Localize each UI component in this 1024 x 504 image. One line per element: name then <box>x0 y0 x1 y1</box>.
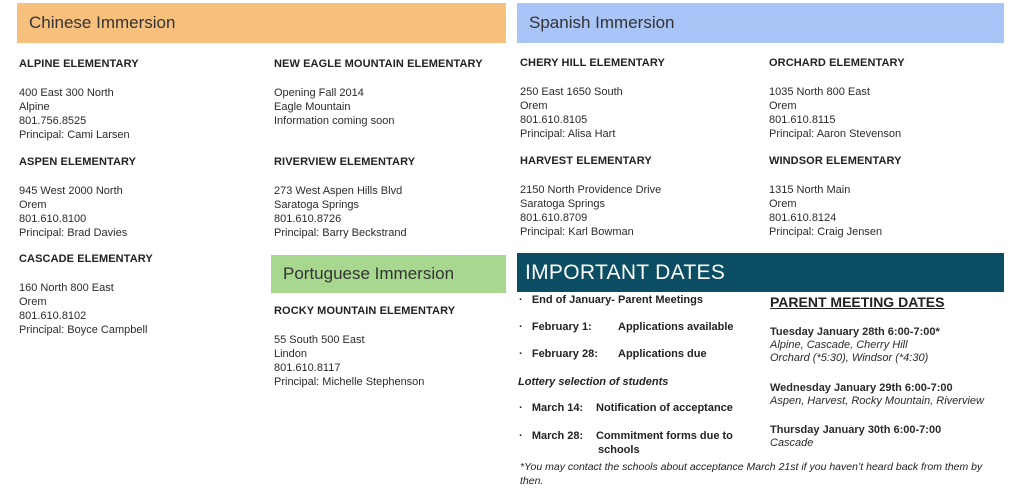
school-city: Eagle Mountain <box>274 101 351 113</box>
date-value-mar-28: Commitment forms due to <box>596 430 733 442</box>
school-city: Orem <box>769 198 797 210</box>
school-name: ALPINE ELEMENTARY <box>19 58 139 70</box>
date-label: February 28: <box>531 348 598 360</box>
school-city: Orem <box>19 296 47 308</box>
school-name: RIVERVIEW ELEMENTARY <box>274 156 416 168</box>
school-city: Orem <box>520 100 548 112</box>
meeting-schools: Cascade <box>770 437 814 449</box>
school-phone: 801.610.8100 <box>19 213 87 225</box>
school-phone: 801.610.8115 <box>769 114 836 126</box>
school-address: 945 West 2000 North <box>19 185 123 197</box>
school-name: ROCKY MOUNTAIN ELEMENTARY <box>274 305 456 317</box>
school-name: CHERY HILL ELEMENTARY <box>520 57 665 69</box>
portuguese-immersion-header: Portuguese Immersion <box>271 255 506 293</box>
date-value-feb-28: Applications due <box>618 348 707 360</box>
date-item-mar-14 <box>519 402 583 414</box>
bullet: · <box>519 348 523 360</box>
school-address: 55 South 500 East <box>274 334 365 346</box>
school-phone: 801.610.8124 <box>769 212 837 224</box>
date-label: March 28: <box>531 430 584 442</box>
school-address: 160 North 800 East <box>19 282 114 294</box>
school-address: 273 West Aspen Hills Blvd <box>274 185 403 197</box>
chinese-immersion-header: Chinese Immersion <box>17 3 506 43</box>
bullet: · <box>519 402 523 414</box>
school-address: 250 East 1650 South <box>520 86 623 98</box>
meeting-date: Thursday January 30th 6:00-7:00 <box>770 424 942 436</box>
school-harvest <box>520 154 760 239</box>
meeting-tuesday <box>770 326 940 365</box>
school-address: 1315 North Main <box>769 184 851 196</box>
school-windsor <box>769 154 1009 239</box>
school-city: Saratoga Springs <box>520 198 605 210</box>
school-address: 2150 North Providence Drive <box>520 184 662 196</box>
school-name: ORCHARD ELEMENTARY <box>769 57 905 69</box>
school-city: Orem <box>769 100 797 112</box>
school-status: Opening Fall 2014 <box>274 87 364 99</box>
school-name: CASCADE ELEMENTARY <box>19 253 153 265</box>
school-principal: Principal: Michelle Stephenson <box>274 376 425 388</box>
meeting-schools: Aspen, Harvest, Rocky Mountain, Riverview <box>770 395 984 407</box>
school-principal: Principal: Alisa Hart <box>520 128 616 140</box>
school-new-eagle-mountain <box>274 57 514 128</box>
date-label: March 14: <box>531 402 584 414</box>
school-chery-hill <box>520 56 760 141</box>
school-name: ASPEN ELEMENTARY <box>19 156 137 168</box>
date-item-feb-1 <box>519 321 592 333</box>
school-name: WINDSOR ELEMENTARY <box>769 155 902 167</box>
school-city: Lindon <box>274 348 308 360</box>
bullet: · <box>519 321 523 333</box>
school-alpine <box>19 57 259 142</box>
school-name: NEW EAGLE MOUNTAIN ELEMENTARY <box>274 58 483 70</box>
meeting-wednesday <box>770 382 984 408</box>
school-phone: 801.610.8102 <box>19 310 87 322</box>
date-value-feb-1: Applications available <box>618 321 734 333</box>
school-aspen <box>19 155 259 240</box>
school-city: Orem <box>19 199 47 211</box>
date-value-mar-14: Notification of acceptance <box>596 402 733 414</box>
school-address: 1035 North 800 East <box>769 86 870 98</box>
school-principal: Principal: Cami Larsen <box>19 129 130 141</box>
school-phone: 801.610.8726 <box>274 213 342 225</box>
school-principal: Principal: Aaron Stevenson <box>769 128 902 140</box>
bullet: · <box>519 294 523 306</box>
meeting-date: Tuesday January 28th 6:00-7:00* <box>770 326 940 338</box>
lottery-note: Lottery selection of students <box>518 376 669 388</box>
important-dates-header: IMPORTANT DATES <box>517 253 1004 292</box>
school-address: 400 East 300 North <box>19 87 114 99</box>
school-principal: Principal: Craig Jensen <box>769 226 883 238</box>
date-item-parent-meetings <box>519 294 703 306</box>
parent-meeting-dates-title: PARENT MEETING DATES <box>770 294 945 310</box>
spanish-immersion-header: Spanish Immersion <box>517 3 1004 43</box>
date-text: End of January- Parent Meetings <box>531 294 703 306</box>
meeting-date: Wednesday January 29th 6:00-7:00 <box>770 382 953 394</box>
school-phone: 801.610.8709 <box>520 212 588 224</box>
meeting-schools: Alpine, Cascade, Cherry Hill <box>770 339 908 351</box>
school-principal: Principal: Brad Davies <box>19 227 128 239</box>
school-phone: 801.610.8117 <box>274 362 341 374</box>
school-city: Saratoga Springs <box>274 199 359 211</box>
bullet: · <box>519 430 523 442</box>
school-info: Information coming soon <box>274 115 395 127</box>
school-riverview <box>274 155 514 240</box>
date-item-feb-28 <box>519 348 598 360</box>
school-principal: Principal: Boyce Campbell <box>19 324 148 336</box>
school-city: Alpine <box>19 101 50 113</box>
meeting-schools: Orchard (*5:30), Windsor (*4:30) <box>770 352 929 364</box>
date-label: February 1: <box>531 321 592 333</box>
date-value-mar-28-cont: schools <box>598 444 640 456</box>
school-rocky-mountain <box>274 304 514 389</box>
date-item-mar-28 <box>519 430 583 442</box>
acceptance-footnote: *You may contact the schools about acceptance March 21st if you haven’t heard back from them by then. <box>520 461 983 487</box>
school-phone: 801.756.8525 <box>19 115 87 127</box>
school-principal: Principal: Karl Bowman <box>520 226 634 238</box>
school-orchard <box>769 56 1009 141</box>
meeting-thursday <box>770 424 941 450</box>
school-principal: Principal: Barry Beckstrand <box>274 227 407 239</box>
school-phone: 801.610.8105 <box>520 114 588 126</box>
school-name: HARVEST ELEMENTARY <box>520 155 652 167</box>
school-cascade <box>19 252 259 337</box>
